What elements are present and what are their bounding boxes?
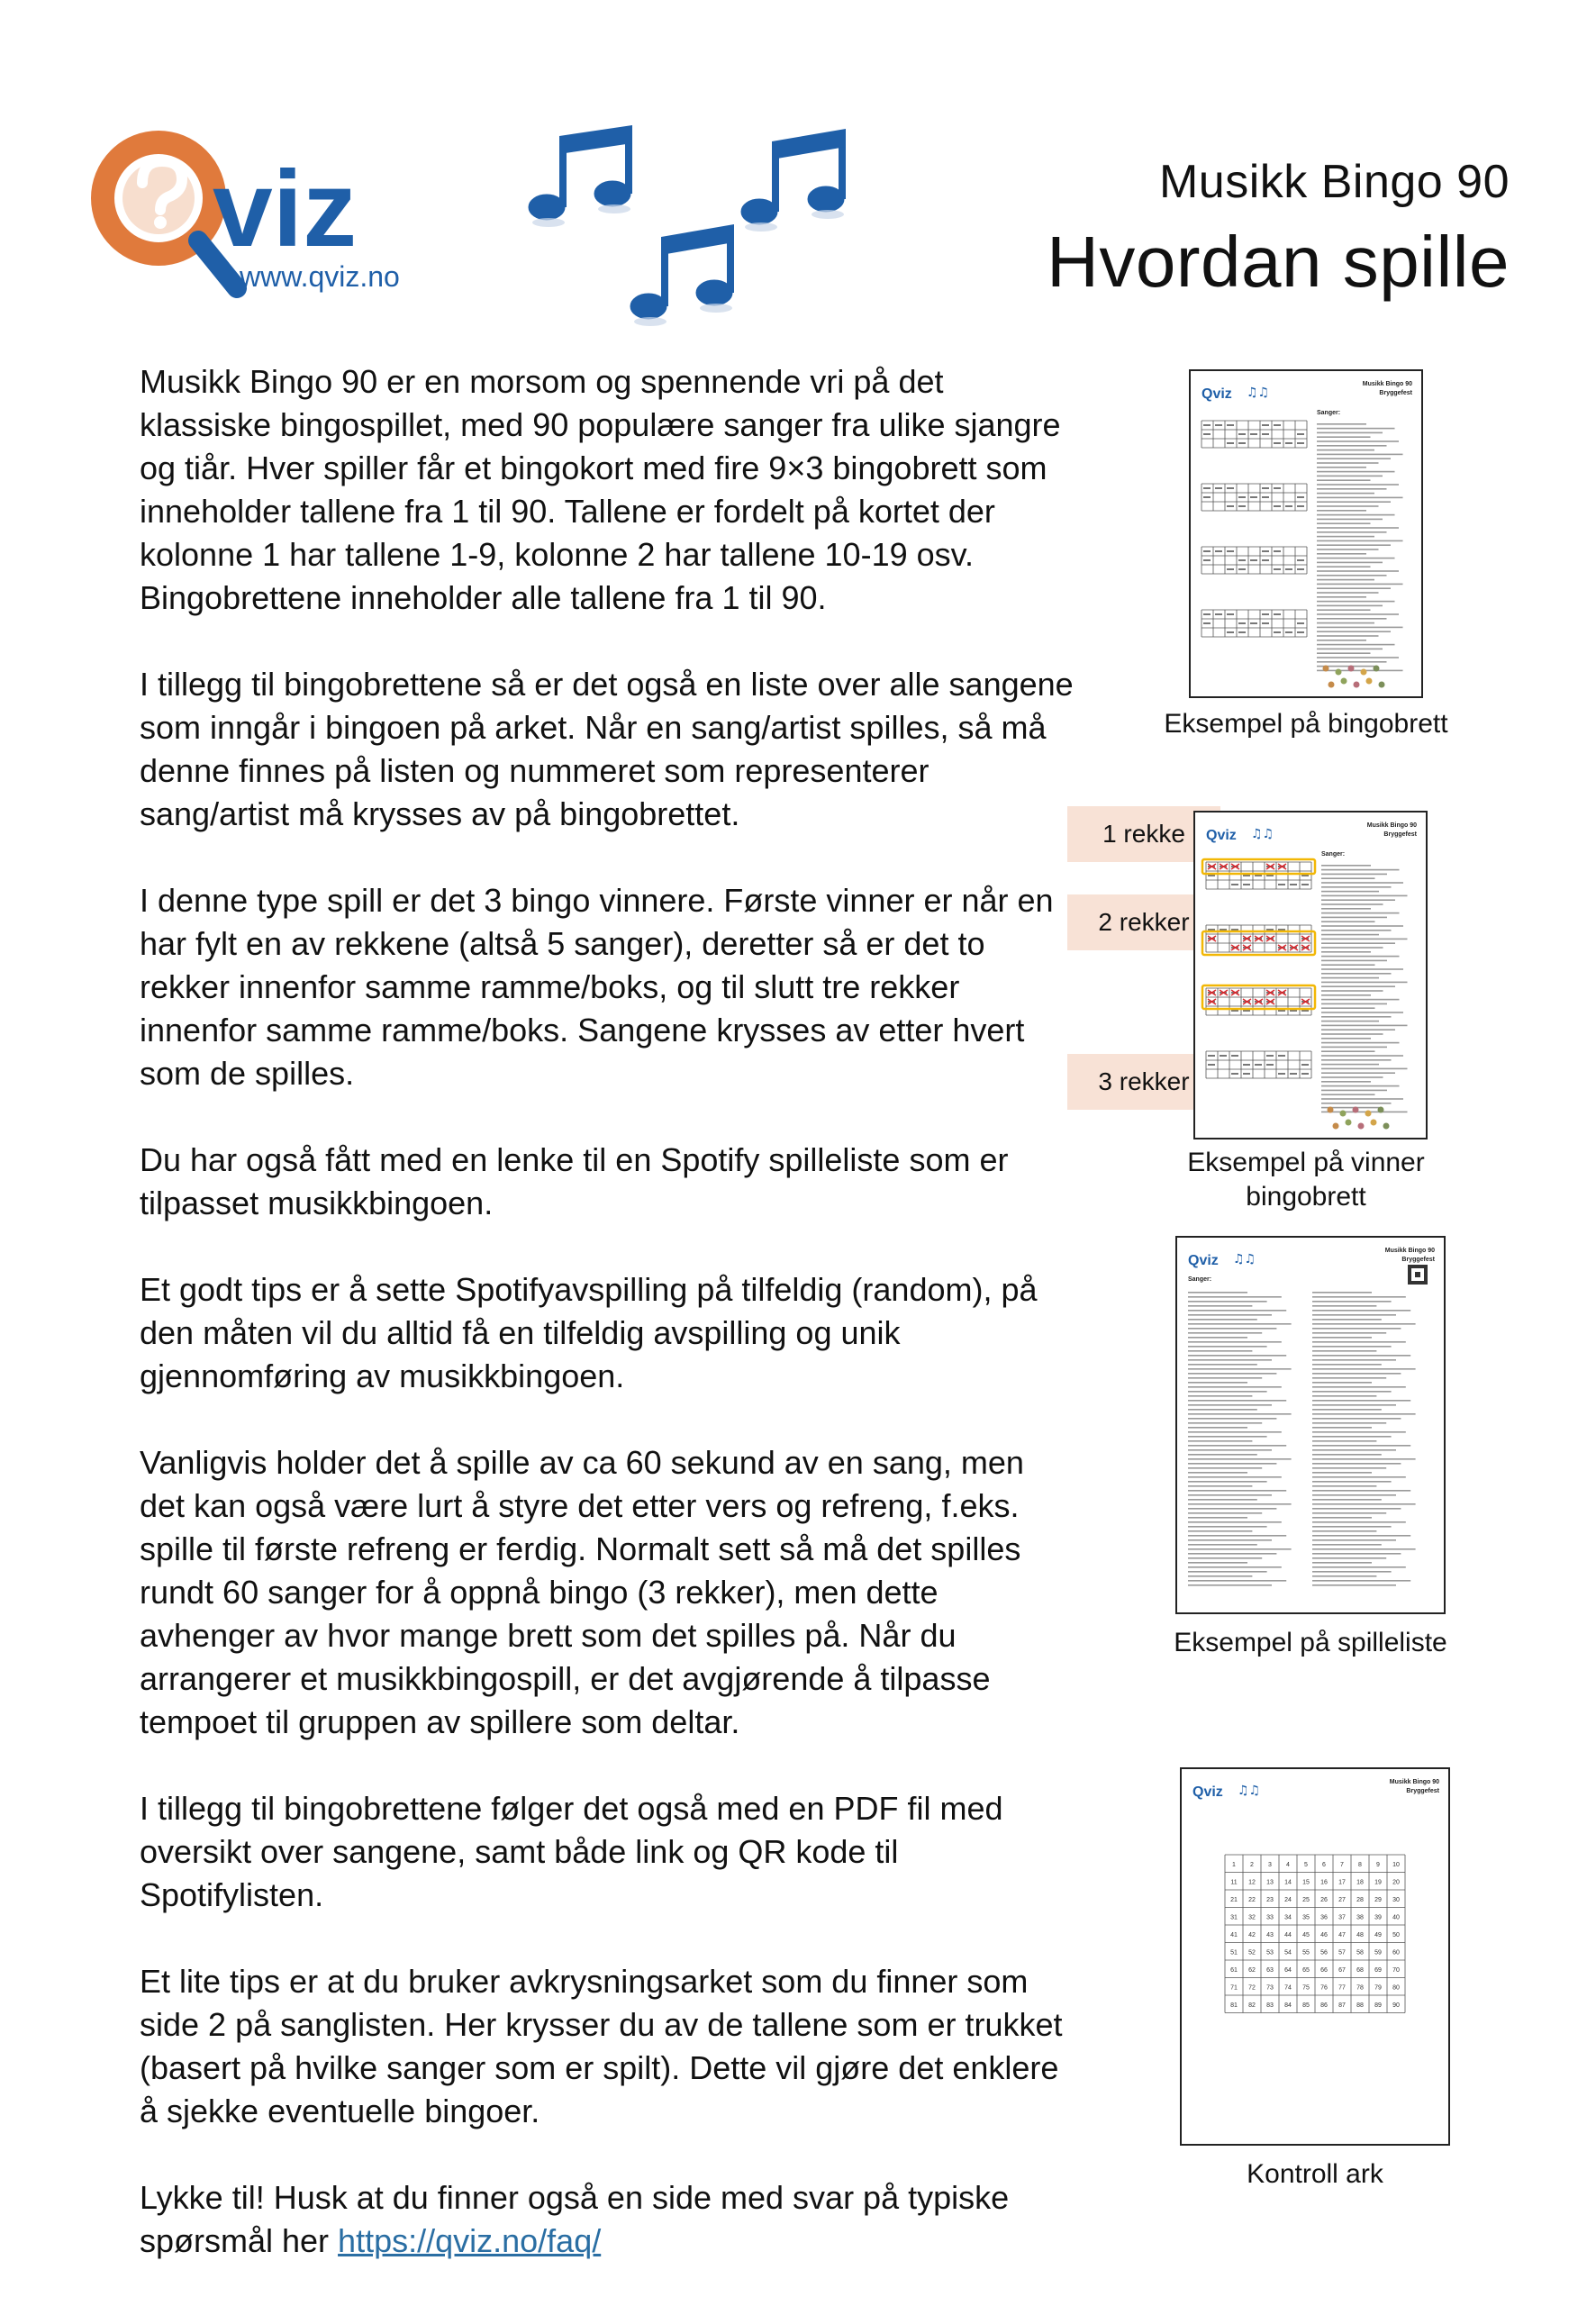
svg-text:Bryggefest: Bryggefest [1406, 1788, 1439, 1794]
svg-text:72: 72 [1248, 1984, 1256, 1992]
caption-bingo-board: Eksempel på bingobrett [1164, 709, 1448, 739]
svg-text:64: 64 [1284, 1967, 1292, 1974]
svg-text:48: 48 [1356, 1932, 1364, 1938]
svg-text:Bryggefest: Bryggefest [1383, 831, 1417, 838]
svg-text:79: 79 [1374, 1984, 1382, 1992]
svg-text:35: 35 [1302, 1914, 1310, 1921]
svg-text:♫♫: ♫♫ [1233, 1252, 1256, 1266]
svg-text:74: 74 [1284, 1984, 1292, 1992]
svg-text:49: 49 [1374, 1932, 1382, 1938]
svg-text:40: 40 [1392, 1914, 1400, 1921]
svg-text:63: 63 [1266, 1967, 1274, 1974]
svg-text:20: 20 [1392, 1879, 1400, 1886]
svg-text:70: 70 [1392, 1967, 1400, 1974]
svg-text:75: 75 [1302, 1984, 1310, 1992]
svg-text:59: 59 [1374, 1949, 1382, 1956]
svg-text:37: 37 [1338, 1914, 1346, 1921]
svg-text:45: 45 [1302, 1932, 1310, 1938]
instructions-body [140, 360, 1076, 2306]
svg-text:7: 7 [1340, 1862, 1344, 1868]
svg-text:60: 60 [1392, 1949, 1400, 1956]
svg-text:85: 85 [1302, 2002, 1310, 2009]
page-title: Hvordan spille [1047, 222, 1510, 302]
svg-text:73: 73 [1266, 1984, 1274, 1992]
svg-text:32: 32 [1248, 1914, 1256, 1921]
svg-text:88: 88 [1356, 2002, 1364, 2009]
svg-text:19: 19 [1374, 1879, 1382, 1886]
svg-text:61: 61 [1230, 1967, 1238, 1974]
svg-text:76: 76 [1320, 1984, 1328, 1992]
svg-text:68: 68 [1356, 1967, 1364, 1974]
svg-text:54: 54 [1284, 1949, 1292, 1956]
svg-text:10: 10 [1392, 1862, 1400, 1868]
svg-text:Sanger:: Sanger: [1317, 410, 1341, 416]
svg-text:56: 56 [1320, 1949, 1328, 1956]
paragraph-spotify: Du har også fått med en lenke til en Spotify spilleliste som er tilpasset musikkbingoen. [140, 1141, 1009, 1221]
svg-text:Sanger:: Sanger: [1188, 1276, 1212, 1283]
paragraph-song-list: I tillegg til bingobrettene så er det også en liste over alle sangene som inngår i bingoen på arket. Når en sang/artist spilles, så må denne finnes på listen og nummeret som representerer sang/artist må krysses av på bingobrettet. [140, 666, 1074, 832]
svg-text:87: 87 [1338, 2002, 1346, 2009]
svg-text:Qviz: Qviz [1206, 828, 1237, 843]
svg-text:81: 81 [1230, 2002, 1238, 2009]
svg-text:25: 25 [1302, 1897, 1310, 1903]
svg-text:12: 12 [1248, 1879, 1256, 1886]
svg-text:77: 77 [1338, 1984, 1346, 1992]
svg-text:♫♫: ♫♫ [1238, 1784, 1261, 1798]
svg-text:22: 22 [1248, 1897, 1256, 1903]
svg-text:90: 90 [1392, 2002, 1400, 2009]
paragraph-random-tip: Et godt tips er å sette Spotifyavspilling på tilfeldig (random), på den måten vil du alltid få en tilfeldig avspilling og unik gjennomføring av musikkbingoen. [140, 1271, 1038, 1394]
svg-text:39: 39 [1374, 1914, 1382, 1921]
winner-board-preview [1195, 813, 1426, 1138]
svg-text:78: 78 [1356, 1984, 1364, 1992]
svg-text:26: 26 [1320, 1897, 1328, 1903]
faq-link[interactable]: https://qviz.no/faq/ [338, 2222, 602, 2259]
bingo-board-preview [1191, 371, 1421, 696]
logo-url: www.qviz.no [240, 260, 400, 293]
svg-text:67: 67 [1338, 1967, 1346, 1974]
svg-text:44: 44 [1284, 1932, 1292, 1938]
svg-text:Qviz: Qviz [1202, 386, 1232, 402]
caption-control-sheet: Kontroll ark [1247, 2159, 1383, 2189]
tag-1-row: 1 rekke [1067, 806, 1220, 862]
svg-text:38: 38 [1356, 1914, 1364, 1921]
svg-text:51: 51 [1230, 1949, 1238, 1956]
svg-text:46: 46 [1320, 1932, 1328, 1938]
svg-text:65: 65 [1302, 1967, 1310, 1974]
svg-text:13: 13 [1266, 1879, 1274, 1886]
svg-text:27: 27 [1338, 1897, 1346, 1903]
playlist-preview [1177, 1238, 1444, 1612]
svg-text:6: 6 [1322, 1862, 1326, 1868]
paragraph-closing [140, 2176, 1076, 2263]
svg-text:42: 42 [1248, 1932, 1256, 1938]
svg-text:5: 5 [1304, 1862, 1308, 1868]
qviz-logo [79, 122, 440, 329]
svg-text:83: 83 [1266, 2002, 1274, 2009]
svg-text:33: 33 [1266, 1914, 1274, 1921]
svg-text:9: 9 [1376, 1862, 1380, 1868]
svg-text:43: 43 [1266, 1932, 1274, 1938]
svg-text:15: 15 [1302, 1879, 1310, 1886]
svg-text:36: 36 [1320, 1914, 1328, 1921]
thumbnail-playlist [1175, 1236, 1446, 1614]
svg-text:31: 31 [1230, 1914, 1238, 1921]
svg-text:1: 1 [1232, 1862, 1236, 1868]
svg-text:Qviz: Qviz [1188, 1253, 1219, 1268]
svg-text:34: 34 [1284, 1914, 1292, 1921]
svg-text:28: 28 [1356, 1897, 1364, 1903]
paragraph-pdf: I tillegg til bingobrettene følger det også med en PDF fil med oversikt over sangene, samt både link og QR kode til Spotifylisten. [140, 1790, 1003, 1913]
svg-text:Musikk Bingo 90: Musikk Bingo 90 [1366, 822, 1417, 829]
svg-text:Sanger:: Sanger: [1321, 851, 1346, 858]
svg-text:11: 11 [1230, 1879, 1238, 1886]
music-notes-icon [527, 122, 869, 329]
svg-text:29: 29 [1374, 1897, 1382, 1903]
svg-text:18: 18 [1356, 1879, 1364, 1886]
svg-text:21: 21 [1230, 1897, 1238, 1903]
paragraph-checksheet: Et lite tips er at du bruker avkrysningsarket som du finner som side 2 på sanglisten. Her krysser du av de tallene som er trukket (basert på hvilke sanger som er spilt). Dette vil gjøre det enklere å sjekke eventuelle bingoer. [140, 1963, 1063, 2129]
svg-text:♫♫: ♫♫ [1247, 386, 1270, 400]
caption-winner-board: Eksempel på vinner bingobrett [1187, 1148, 1425, 1212]
svg-text:69: 69 [1374, 1967, 1382, 1974]
svg-text:Bryggefest: Bryggefest [1401, 1257, 1435, 1263]
svg-text:2: 2 [1250, 1862, 1254, 1868]
svg-text:Musikk Bingo 90: Musikk Bingo 90 [1362, 381, 1412, 387]
svg-text:80: 80 [1392, 1984, 1400, 1992]
svg-text:62: 62 [1248, 1967, 1256, 1974]
svg-text:47: 47 [1338, 1932, 1346, 1938]
svg-text:4: 4 [1286, 1862, 1290, 1868]
caption-playlist: Eksempel på spilleliste [1174, 1628, 1447, 1657]
svg-text:16: 16 [1320, 1879, 1328, 1886]
svg-text:8: 8 [1358, 1862, 1362, 1868]
svg-text:66: 66 [1320, 1967, 1328, 1974]
logo-wordmark: viz [213, 149, 358, 269]
svg-text:41: 41 [1230, 1932, 1238, 1938]
thumbnail-winner-board [1193, 811, 1428, 1139]
svg-text:58: 58 [1356, 1949, 1364, 1956]
svg-text:52: 52 [1248, 1949, 1256, 1956]
svg-text:50: 50 [1392, 1932, 1400, 1938]
paragraph-winners: I denne type spill er det 3 bingo vinnere. Første vinner er når en har fylt en av rekkene (altså 5 sanger), deretter så er det to rekker innenfor samme ramme/boks, og til slutt tre rekker innenfor samme ramme/boks. Sangene krysses av etter hvert som de spilles. [140, 882, 1054, 1092]
svg-text:3: 3 [1268, 1862, 1272, 1868]
svg-text:Musikk Bingo 90: Musikk Bingo 90 [1389, 1779, 1439, 1785]
tag-2-rows: 2 rekker [1067, 894, 1220, 950]
svg-text:53: 53 [1266, 1949, 1274, 1956]
svg-text:Qviz: Qviz [1192, 1784, 1223, 1800]
page-subtitle: Musikk Bingo 90 [1158, 156, 1510, 208]
paragraph-duration: Vanligvis holder det å spille av ca 60 sekund av en sang, men det kan også være lurt å styre det etter vers og refreng, f.eks. spille til første refreng er ferdig. Normalt sett så må det spilles rundt 60 sanger for å oppnå bingo (3 rekker), men dette avhenger av hvor mange brett som det spilles på. Når du arrangerer et musikkbingospill, er det avgjørende å tilpasse tempoet til gruppen av spillere som deltar. [140, 1444, 1024, 1740]
svg-text:71: 71 [1230, 1984, 1238, 1992]
svg-text:89: 89 [1374, 2002, 1382, 2009]
thumbnail-bingo-board [1189, 369, 1423, 698]
svg-text:14: 14 [1284, 1879, 1292, 1886]
paragraph-intro: Musikk Bingo 90 er en morsom og spennende vri på det klassiske bingospillet, med 90 populære sanger fra ulike sjangre og tiår. Hver spiller får et bingokort med fire 9×3 bingobrett som inneholder tallene fra 1 til 90. Tallene er fordelt på kortet der kolonne 1 har tallene 1-9, kolonne 2 har tallene 10-19 osv. Bingobrettene inneholder alle tallene fra 1 til 90. [140, 363, 1061, 616]
closing-text: Lykke til! Husk at du finner også en side med svar på typiske spørsmål her [140, 2179, 1010, 2259]
svg-text:86: 86 [1320, 2002, 1328, 2009]
svg-text:30: 30 [1392, 1897, 1400, 1903]
svg-text:♫♫: ♫♫ [1251, 827, 1274, 841]
svg-text:17: 17 [1338, 1879, 1346, 1886]
svg-text:84: 84 [1284, 2002, 1292, 2009]
control-sheet-preview [1182, 1769, 1448, 2144]
svg-text:55: 55 [1302, 1949, 1310, 1956]
tag-3-rows: 3 rekker [1067, 1054, 1220, 1110]
svg-text:23: 23 [1266, 1897, 1274, 1903]
svg-text:82: 82 [1248, 2002, 1256, 2009]
svg-text:57: 57 [1338, 1949, 1346, 1956]
svg-text:24: 24 [1284, 1897, 1292, 1903]
svg-text:Musikk Bingo 90: Musikk Bingo 90 [1384, 1248, 1435, 1254]
svg-text:Bryggefest: Bryggefest [1379, 390, 1412, 396]
thumbnail-control-sheet [1180, 1767, 1450, 2146]
